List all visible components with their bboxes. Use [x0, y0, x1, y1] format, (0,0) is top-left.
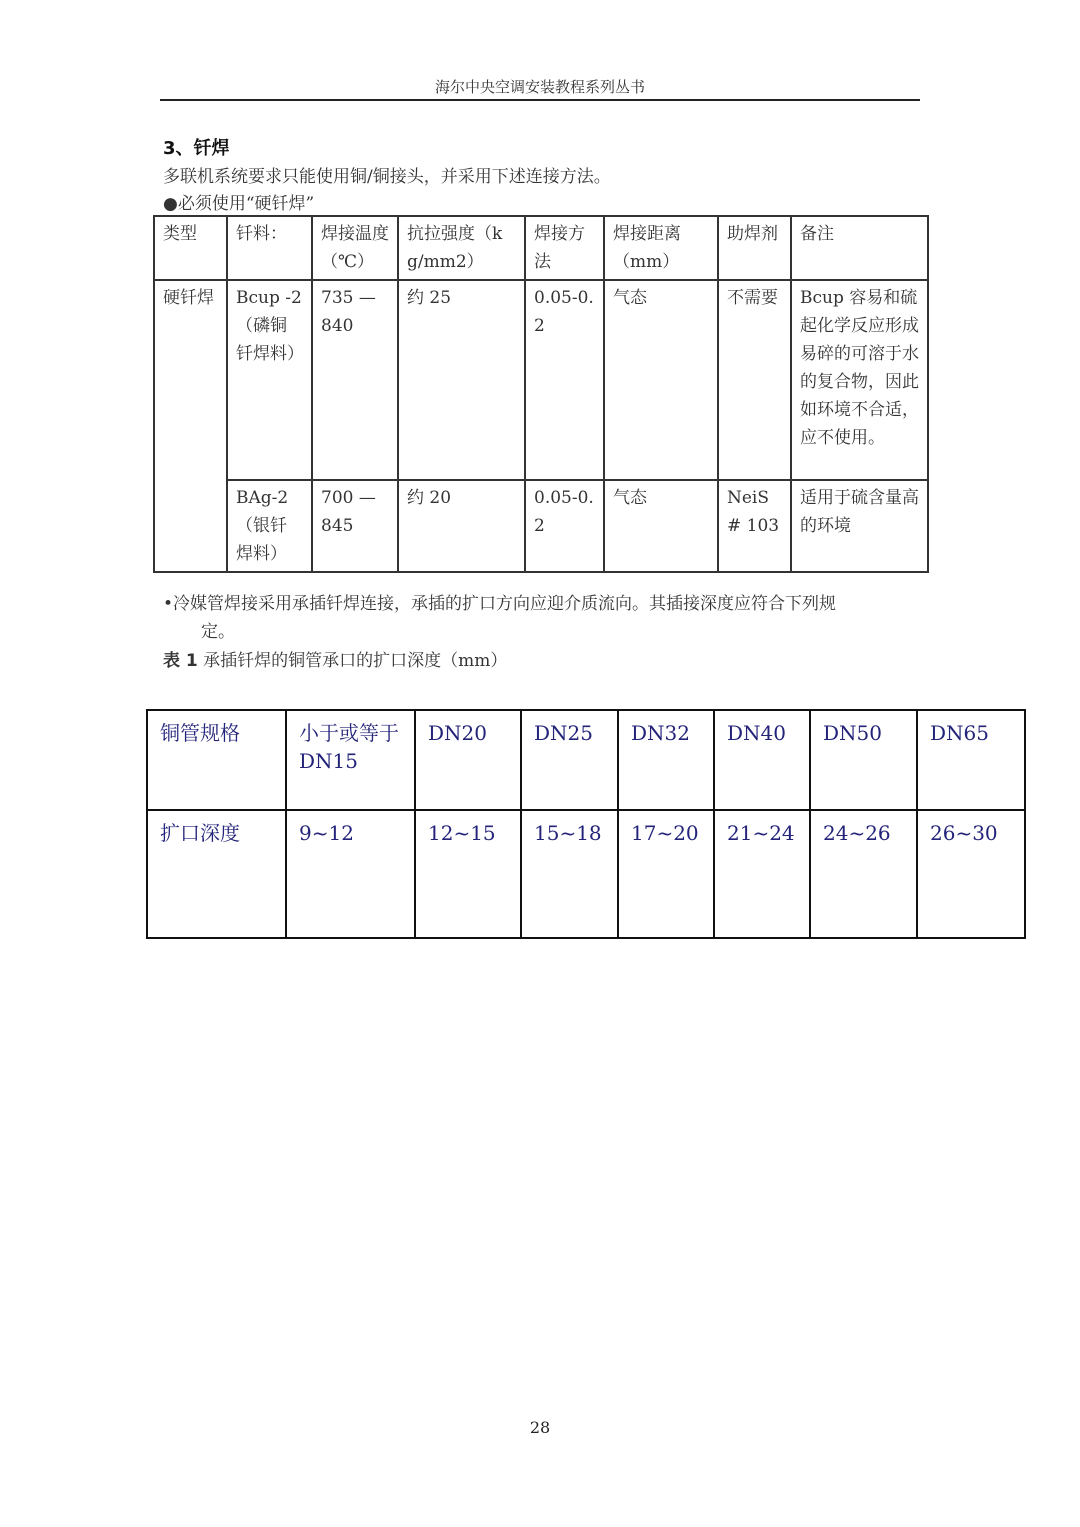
header-cell: 钎料：: [227, 216, 312, 280]
depth-cell: 9~12: [286, 810, 415, 938]
header-cell: 焊接方法: [525, 216, 604, 280]
spec-cell: DN50: [810, 710, 917, 810]
distance-cell: 气态: [604, 480, 718, 572]
header-cell: 助焊剂: [718, 216, 791, 280]
header-cell: 类型: [154, 216, 227, 280]
section-title: 3、钎焊: [163, 138, 230, 159]
header-cell: 焊接温度（℃）: [312, 216, 398, 280]
spec-cell: DN40: [714, 710, 810, 810]
temp-cell: 735 — 840: [312, 280, 398, 480]
strength-cell: 约 25: [398, 280, 525, 480]
row-label: 铜管规格: [147, 710, 286, 810]
requirement-line: ●必须使用“硬钎焊”: [163, 194, 315, 214]
depth-cell: 21~24: [714, 810, 810, 938]
page-number: 28: [529, 1418, 551, 1437]
header-cell: 焊接距离（mm）: [604, 216, 718, 280]
note-paragraph: [163, 590, 923, 646]
brazing-table: [153, 215, 929, 573]
caption-label: 表 1: [163, 651, 198, 671]
type-cell: 硬钎焊: [154, 280, 227, 572]
filler-cell: BAg-2（银钎焊料）: [227, 480, 312, 572]
brazing-row: [154, 480, 928, 572]
row-label: 扩口深度: [147, 810, 286, 938]
brazing-header-row: [154, 216, 928, 280]
strength-cell: 约 20: [398, 480, 525, 572]
depth-cell: 17~20: [618, 810, 714, 938]
header-cell: 备注: [791, 216, 928, 280]
flare-depth-table: [146, 709, 1026, 939]
temp-cell: 700 — 845: [312, 480, 398, 572]
spec-cell: 小于或等于DN15: [286, 710, 415, 810]
method-cell: 0.05-0.2: [525, 280, 604, 480]
spec-cell: DN32: [618, 710, 714, 810]
depth-cell: 12~15: [415, 810, 521, 938]
intro-paragraph: 多联机系统要求只能使用铜/铜接头，并采用下述连接方法。: [163, 167, 611, 187]
flux-cell: NeiS# 103: [718, 480, 791, 572]
table-caption: [163, 646, 507, 671]
note-line: •冷媒管焊接采用承插钎焊连接，承插的扩口方向应迎介质流向。其插接深度应符合下列规: [163, 594, 837, 614]
note-cell: 适用于硫含量高的环境: [791, 480, 928, 572]
note-cell: Bcup 容易和硫起化学反应形成易碎的可溶于水的复合物，因此如环境不合适，应不使用。: [791, 280, 928, 480]
header-rule: [160, 99, 920, 101]
note-line: 定。: [201, 622, 235, 642]
spec-cell: DN65: [917, 710, 1025, 810]
caption-text: 承插钎焊的铜管承口的扩口深度（mm）: [197, 651, 508, 671]
spec-cell: DN20: [415, 710, 521, 810]
depth-row: [147, 810, 1025, 938]
spec-cell: DN25: [521, 710, 618, 810]
method-cell: 0.05-0.2: [525, 480, 604, 572]
header-cell: 抗拉强度（kg/mm2）: [398, 216, 525, 280]
document-header: 海尔中央空调安装教程系列丛书: [434, 78, 645, 96]
depth-cell: 26~30: [917, 810, 1025, 938]
brazing-row: [154, 280, 928, 480]
spec-row: [147, 710, 1025, 810]
filler-cell: Bcup -2（磷铜钎焊料）: [227, 280, 312, 480]
distance-cell: 气态: [604, 280, 718, 480]
flux-cell: 不需要: [718, 280, 791, 480]
depth-cell: 15~18: [521, 810, 618, 938]
depth-cell: 24~26: [810, 810, 917, 938]
